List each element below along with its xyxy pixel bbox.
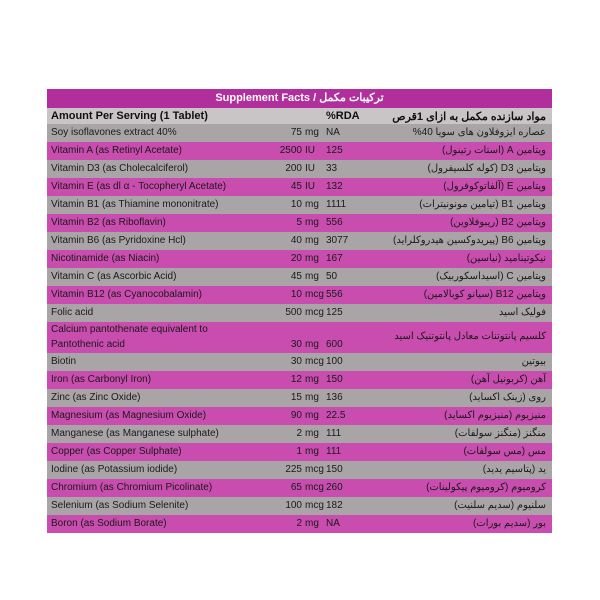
rda-value: 3077 xyxy=(326,235,349,246)
table-row xyxy=(47,196,552,214)
table-row xyxy=(47,124,552,142)
amount-unit: mg xyxy=(305,410,319,421)
amount-unit: mg xyxy=(305,518,319,529)
nutrient-name: Nicotinamide (as Niacin) xyxy=(51,253,160,264)
rda-value: 125 xyxy=(326,145,343,156)
nutrient-name: Magnesium (as Magnesium Oxide) xyxy=(51,410,207,421)
amount-value: 30 xyxy=(290,356,302,367)
nutrient-name: Vitamin C (as Ascorbic Acid) xyxy=(51,271,177,282)
nutrient-name-fa: آهن (کربونیل آهن) xyxy=(470,374,546,385)
rda-value: 22.5 xyxy=(326,410,346,421)
amount-unit: mg xyxy=(305,217,319,228)
nutrient-name: Zinc (as Zinc Oxide) xyxy=(51,392,141,403)
amount-value: 10 xyxy=(290,289,302,300)
table-row xyxy=(47,322,552,353)
table-row xyxy=(47,214,552,232)
nutrient-name-fa: ید (پتاسیم یدید) xyxy=(482,464,546,475)
rda-value: 125 xyxy=(326,307,343,318)
nutrient-name-fa: مس (مس سولفات) xyxy=(463,446,546,457)
table-row xyxy=(47,371,552,389)
rda-value: NA xyxy=(326,518,340,529)
rda-value: 150 xyxy=(326,464,343,475)
rda-value: 150 xyxy=(326,374,343,385)
nutrient-name: Iron (as Carbonyl Iron) xyxy=(51,374,152,385)
amount-unit: mg xyxy=(305,374,319,385)
nutrient-name: Vitamin D3 (as Cholecalciferol) xyxy=(51,163,189,174)
amount-unit: mcg xyxy=(305,356,324,367)
rda-value: 50 xyxy=(326,271,338,282)
header-amount: Amount Per Serving (1 Tablet) xyxy=(51,110,208,122)
table-row xyxy=(47,425,552,443)
rda-value: 132 xyxy=(326,181,343,192)
nutrient-name-fa: فولیک اسید xyxy=(498,307,546,318)
nutrient-name: Selenium (as Sodium Selenite) xyxy=(51,500,189,511)
amount-value: 2 xyxy=(296,518,302,529)
amount-value: 2500 xyxy=(279,145,302,156)
supplement-facts-label xyxy=(47,89,552,529)
nutrient-name-fa: ویتامین B6 (پیریدوکسین هیدروکلراید) xyxy=(393,235,546,246)
nutrient-name-fa: عصاره ایزوفلاون های سویا 40% xyxy=(412,127,546,138)
amount-unit: mg xyxy=(305,127,319,138)
rda-value: 556 xyxy=(326,289,343,300)
table-row xyxy=(47,160,552,178)
nutrient-name-fa: روی (زینک اکساید) xyxy=(469,392,546,403)
nutrient-name: Manganese (as Manganese sulphate) xyxy=(51,428,219,439)
header-fa: مواد سازنده مکمل به ازای 1قرص xyxy=(392,111,546,123)
banner-title-en: Supplement Facts / xyxy=(215,92,320,104)
rda-value: 100 xyxy=(326,356,343,367)
nutrient-name-fa: منگنز (منگنز سولفات) xyxy=(454,428,546,439)
amount-value: 1 xyxy=(296,446,302,457)
nutrient-name-fa: ویتامین B2 (ریبوفلاوین) xyxy=(450,217,546,228)
nutrient-name: Boron (as Sodium Borate) xyxy=(51,518,167,529)
nutrient-name: Calcium pantothenate equivalent to xyxy=(51,324,208,335)
amount-unit: mg xyxy=(305,428,319,439)
nutrient-name: Vitamin B2 (as Riboflavin) xyxy=(51,217,166,228)
nutrient-name-fa: ویتامین E (آلفاتوکوفرول) xyxy=(443,181,546,192)
rda-value: 1111 xyxy=(326,199,347,210)
amount-unit: mcg xyxy=(305,464,324,475)
nutrient-name: Chromium (as Chromium Picolinate) xyxy=(51,482,213,493)
banner-title-fa: ترکیبات مکمل xyxy=(319,92,384,104)
rda-value: 136 xyxy=(326,392,343,403)
table-row xyxy=(47,142,552,160)
amount-value: 65 xyxy=(290,482,302,493)
nutrient-name-fa: سلنیوم (سدیم سلنیت) xyxy=(454,500,546,511)
amount-unit: mg xyxy=(305,253,319,264)
table-row xyxy=(47,304,552,322)
amount-value: 45 xyxy=(290,271,302,282)
table-row xyxy=(47,286,552,304)
amount-value: 225 xyxy=(285,464,302,475)
amount-unit: IU xyxy=(305,163,315,174)
table-row xyxy=(47,443,552,461)
nutrient-name-fa: نیکوتینامید (نیاسین) xyxy=(466,253,546,264)
amount-unit: mg xyxy=(305,235,319,246)
amount-value: 5 xyxy=(296,217,302,228)
rda-value: 167 xyxy=(326,253,343,264)
amount-value: 10 xyxy=(290,199,302,210)
rda-value: 556 xyxy=(326,217,343,228)
amount-unit: mg xyxy=(305,271,319,282)
amount-unit: mcg xyxy=(305,482,324,493)
amount-value: 75 xyxy=(290,127,302,138)
rda-value: 260 xyxy=(326,482,343,493)
rda-value: 33 xyxy=(326,163,338,174)
nutrient-table xyxy=(47,124,552,533)
nutrient-name: Vitamin E (as dl α - Tocopheryl Acetate) xyxy=(51,181,227,192)
table-row xyxy=(47,461,552,479)
amount-value: 20 xyxy=(290,253,302,264)
amount-unit: mcg xyxy=(305,307,324,318)
nutrient-name-fa: ویتامین D3 (کوله کلسیفرول) xyxy=(427,163,546,174)
rda-value: 182 xyxy=(326,500,343,511)
header-rda: %RDA xyxy=(326,110,360,122)
table-row xyxy=(47,250,552,268)
amount-unit: mcg xyxy=(305,500,324,511)
amount-unit: IU xyxy=(305,145,315,156)
nutrient-name: Vitamin B12 (as Cyanocobalamin) xyxy=(51,289,203,300)
amount-value: 500 xyxy=(285,307,302,318)
nutrient-name-fa: بیوتین xyxy=(521,356,546,367)
amount-value: 100 xyxy=(285,500,302,511)
table-row xyxy=(47,407,552,425)
nutrient-name: Biotin xyxy=(51,356,77,367)
table-row xyxy=(47,178,552,196)
nutrient-name-fa: ویتامین C (اسیداسکوربیک) xyxy=(436,271,546,282)
nutrient-name-fa: ویتامین B1 (تیامین مونونیترات) xyxy=(419,199,546,210)
amount-value: 30 xyxy=(290,339,302,350)
nutrient-name: Soy isoflavones extract 40% xyxy=(51,127,177,138)
nutrient-name: Iodine (as Potassium iodide) xyxy=(51,464,178,475)
amount-value: 45 xyxy=(290,181,302,192)
nutrient-name: Vitamin B6 (as Pyridoxine Hcl) xyxy=(51,235,186,246)
supplement-facts-banner xyxy=(47,89,552,108)
amount-unit: mcg xyxy=(305,289,324,300)
amount-value: 15 xyxy=(290,392,302,403)
nutrient-name-fa: ویتامین B12 (سیانو کوبالامین) xyxy=(423,289,546,300)
nutrient-name: Vitamin B1 (as Thiamine mononitrate) xyxy=(51,199,219,210)
amount-unit: mg xyxy=(305,339,319,350)
table-row xyxy=(47,497,552,515)
amount-value: 2 xyxy=(296,428,302,439)
nutrient-name-fa: ویتامین A (استات رتینول) xyxy=(441,145,546,156)
nutrient-name-fa: بور (سدیم بورات) xyxy=(472,518,546,529)
amount-unit: mg xyxy=(305,392,319,403)
amount-value: 200 xyxy=(285,163,302,174)
table-row xyxy=(47,353,552,371)
table-row xyxy=(47,232,552,250)
rda-value: 111 xyxy=(326,446,342,457)
table-header xyxy=(47,108,552,124)
nutrient-name: Folic acid xyxy=(51,307,94,318)
table-row xyxy=(47,268,552,286)
nutrient-name-line2: Pantothenic acid xyxy=(51,339,125,350)
amount-value: 40 xyxy=(290,235,302,246)
nutrient-name-fa: کلسیم پانتوتنات معادل پانتوتنیک اسید xyxy=(394,331,546,342)
amount-unit: mg xyxy=(305,199,319,210)
amount-value: 12 xyxy=(290,374,302,385)
rda-value: 111 xyxy=(326,428,342,439)
table-row xyxy=(47,515,552,533)
nutrient-name: Copper (as Copper Sulphate) xyxy=(51,446,182,457)
nutrient-name-fa: منیزیوم (منیزیوم اکساید) xyxy=(444,410,546,421)
nutrient-name-fa: کرومیوم (کرومیوم پیکولینات) xyxy=(426,482,546,493)
rda-value: NA xyxy=(326,127,340,138)
amount-unit: IU xyxy=(305,181,315,192)
rda-value: 600 xyxy=(326,339,343,350)
nutrient-name: Vitamin A (as Retinyl Acetate) xyxy=(51,145,182,156)
table-row xyxy=(47,389,552,407)
table-row xyxy=(47,479,552,497)
amount-value: 90 xyxy=(290,410,302,421)
amount-unit: mg xyxy=(305,446,319,457)
